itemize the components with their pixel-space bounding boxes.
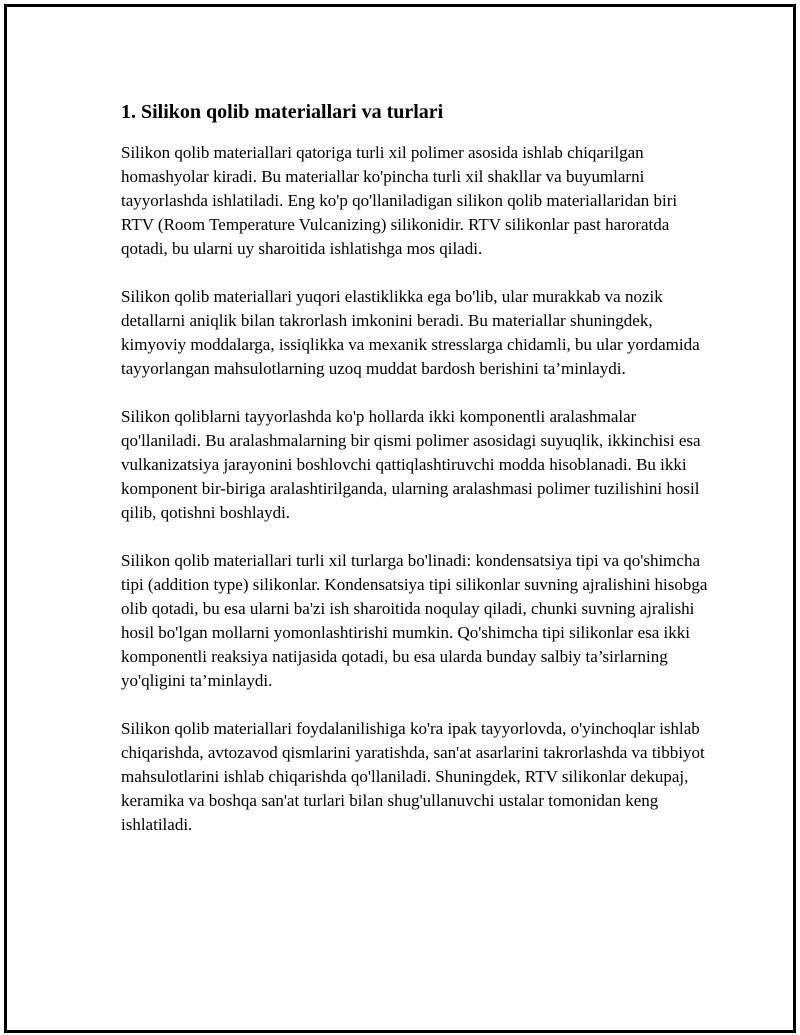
page-frame xyxy=(4,4,796,1033)
paragraph-4: Silikon qolib materiallari turli xil turlarga bo'linadi: kondensatsiya tipi va qo'shimcha tipi (addition type) silikonlar. Kondensatsiya tipi silikonlar suvning ajralishini hisobga olib qotadi, bu esa ularni ba'zi ish sharoitida noqulay qiladi, chunki suvning ajralishi hosil bo'lgan mollarni yomonlashtirishi mumkin. Qo'shimcha tipi silikonlar esa ikki komponentli reaksiya natijasida qotadi, bu esa ularda bunday salbiy ta’sirlarning yo'qligini ta’minlaydi. xyxy=(121,551,708,690)
paragraph-5: Silikon qolib materiallari foydalanilishiga ko'ra ipak tayyorlovda, o'yinchoqlar ishlab chiqarishda, avtozavod qismlarini yaratishda, san'at asarlarini takrorlashda va tibbiyot mahsulotlarini ishlab chiqarishda qo'llaniladi. Shuningdek, RTV silikonlar dekupaj, keramika va boshqa san'at turlari bilan shug'ullanuvchi ustalar tomonidan keng ishlatiladi. xyxy=(121,719,705,834)
paragraph-3: Silikon qoliblarni tayyorlashda ko'p hollarda ikki komponentli aralashmalar qo'llaniladi. Bu aralashmalarning bir qismi polimer asosidagi suyuqlik, ikkinchisi esa vulkanizatsiya jarayonini boshlovchi qattiqlashtiruvchi modda hisoblanadi. Bu ikki komponent bir-biriga aralashtirilganda, ularning aralashmasi polimer tuzilishini hosil qilib, qotishni boshlaydi. xyxy=(121,407,701,522)
paragraph-2: Silikon qolib materiallari yuqori elastiklikka ega bo'lib, ular murakkab va nozik detallarni aniqlik bilan takrorlash imkonini beradi. Bu materiallar shuningdek, kimyoviy moddalarga, issiqlikka va mexanik stresslarga chidamli, bu ular yordamida tayyorlangan mahsulotlarning uzoq muddat bardosh berishini ta’minlaydi. xyxy=(121,287,700,378)
document-body xyxy=(121,99,711,861)
section-heading: 1. Silikon qolib materiallari va turlari xyxy=(121,101,444,123)
paragraph-1: Silikon qolib materiallari qatoriga turli xil polimer asosida ishlab chiqarilgan homashyolar kiradi. Bu materiallar ko'pincha turli xil shakllar va buyumlarni tayyorlashda ishlatiladi. Eng ko'p qo'llaniladigan silikon qolib materiallaridan biri RTV (Room Temperature Vulcanizing) silikonidir. RTV silikonlar past haroratda qotadi, bu ularni uy sharoitida ishlatishga mos qiladi. xyxy=(121,143,678,258)
